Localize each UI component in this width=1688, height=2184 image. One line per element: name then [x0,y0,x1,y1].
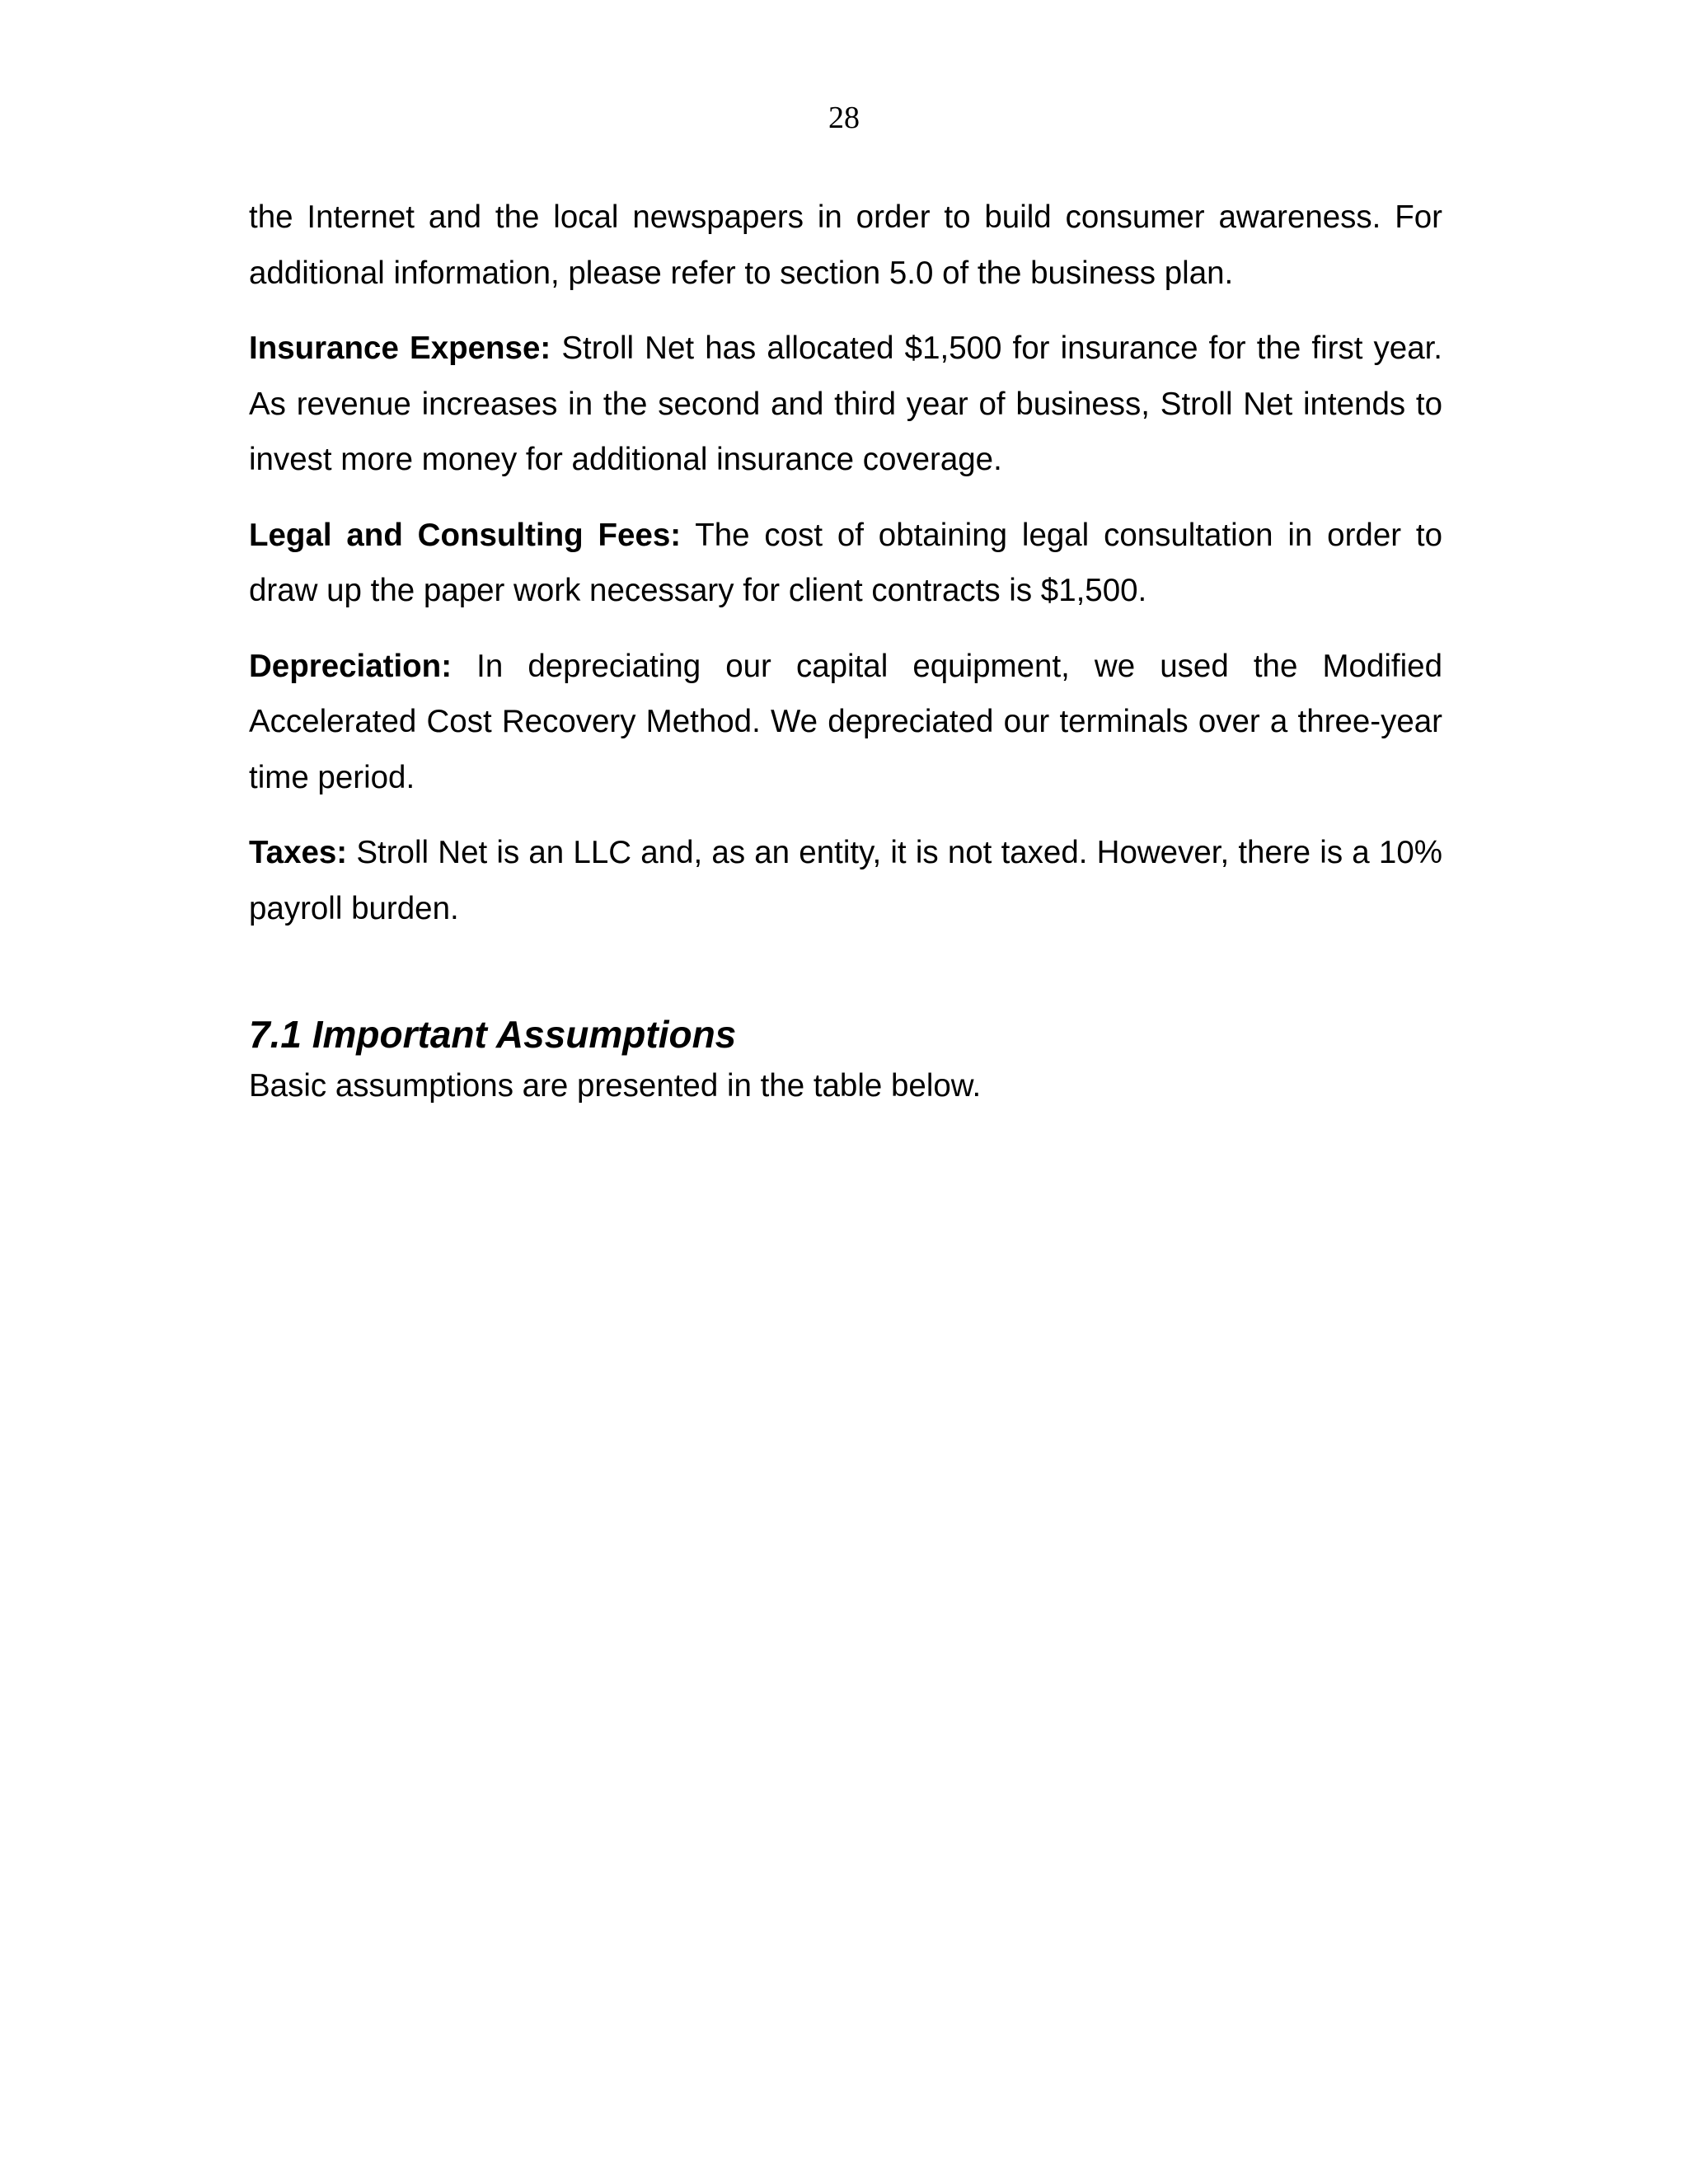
paragraph-lead: Depreciation: [249,648,452,684]
paragraph-advertising-continued [249,190,1442,301]
section-intro: Basic assumptions are presented in the table below. [249,1068,982,1104]
paragraph-text: the Internet and the local newspapers in order to build consumer awareness. For additional information, please refer to section 5.0 of the business plan. [249,199,1442,291]
paragraph-legal-consulting-fees [249,508,1442,619]
paragraph-text: The cost of obtaining legal consultation in order to draw up the paper work necessary for client contracts is $1,500. [249,517,1442,608]
document-body [249,190,1442,1111]
paragraph-text: Stroll Net is an LLC and, as an entity, it is not taxed. However, there is a 10% payroll burden. [249,835,1442,926]
paragraph-lead: Legal and Consulting Fees: [249,517,682,553]
section-heading: 7.1 Important Assumptions [249,1013,737,1056]
paragraph-taxes [249,825,1442,936]
paragraph-insurance-expense [249,321,1442,488]
paragraph-text: In depreciating our capital equipment, we used the Modified Accelerated Cost Recovery Method. We depreciated our terminals over a three-year time period. [249,648,1442,795]
paragraph-lead: Taxes: [249,835,348,870]
paragraph-text: Stroll Net has allocated $1,500 for insurance for the first year. As revenue increases in the second and third year of business, Stroll Net intends to invest more money for additional insurance coverage. [249,330,1443,477]
paragraph-depreciation [249,639,1442,806]
paragraph-lead: Insurance Expense: [249,330,551,366]
page-number: 28 [828,101,860,135]
